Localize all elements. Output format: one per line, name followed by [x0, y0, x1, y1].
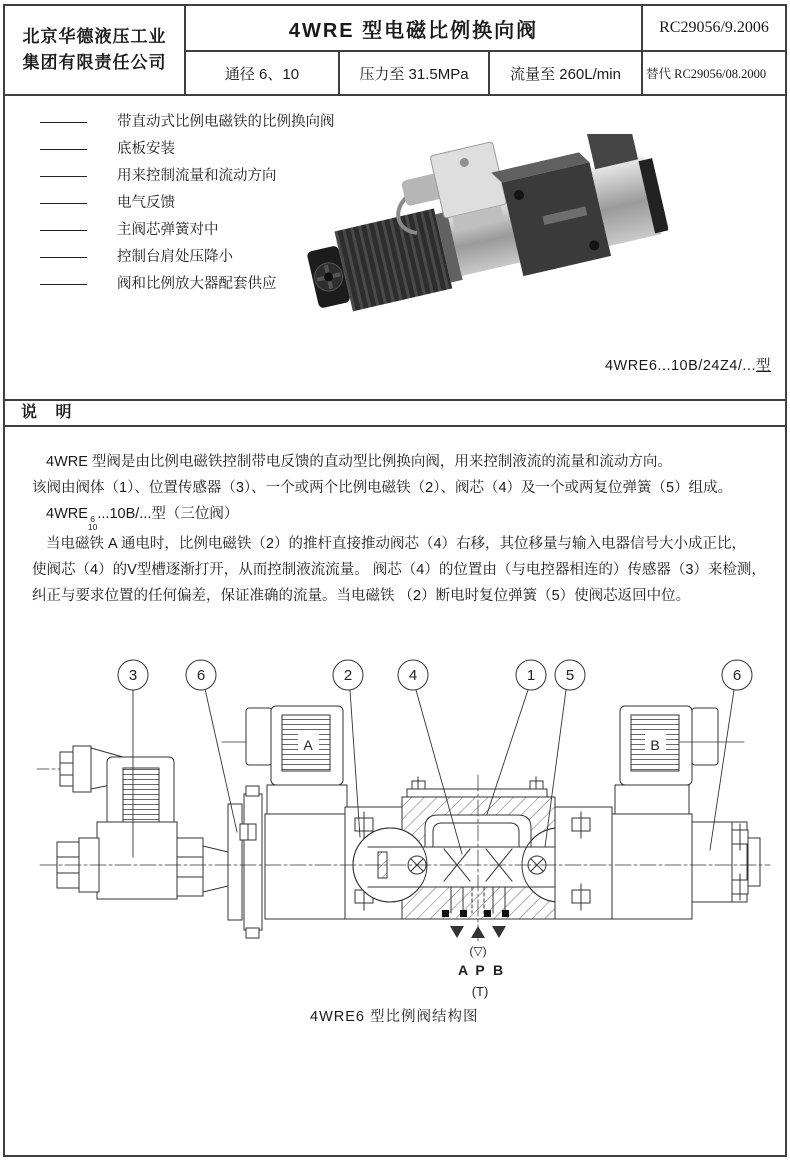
- document-title: 4WRE 型电磁比例换向阀: [186, 6, 641, 52]
- dash-bullet-icon: [40, 176, 87, 177]
- callout-6-left: 6: [196, 667, 206, 684]
- feature-text: 主阀芯弹簧对中: [117, 222, 219, 238]
- feature-text: 阀和比例放大器配套供应: [117, 276, 277, 292]
- dash-bullet-icon: [40, 203, 87, 204]
- header-middle: [186, 6, 641, 94]
- doc-number: RC29056/9.2006: [643, 6, 785, 52]
- structure-diagram: [32, 642, 777, 1002]
- company-line1: 北京华德液压工业: [22, 27, 167, 46]
- model-code: [605, 354, 771, 375]
- page-frame: [3, 4, 787, 1157]
- callout-balloons: [118, 660, 752, 690]
- callout-6-right: 6: [732, 667, 742, 684]
- section-header: [5, 399, 785, 427]
- dash-bullet-icon: [40, 284, 87, 285]
- feature-item: [5, 109, 705, 136]
- model-line-prefix: 4WRE: [46, 506, 88, 522]
- desc-line: 当电磁铁 A 通电时，比例电磁铁（2）的推杆直接推动阀芯（4）右移，其位移量与输入电器信号大小成正比，: [46, 536, 747, 552]
- dash-bullet-icon: [40, 230, 87, 231]
- tank-label: (T): [471, 984, 489, 999]
- feature-text: 控制台肩处压降小: [117, 249, 233, 265]
- callout-4: 4: [408, 667, 418, 684]
- figure-caption: 4WRE6 型比例阀结构图: [310, 1009, 479, 1025]
- dash-bullet-icon: [40, 257, 87, 258]
- spec-flow: 流量至 260L/min: [488, 52, 641, 94]
- end-cap: [692, 822, 760, 902]
- feature-text: 底板安装: [117, 141, 175, 157]
- position-sensor: [37, 746, 228, 899]
- desc-line: 4WRE 型阀是由比例电磁铁控制带电反馈的直动型比例换向阀，用来控制液流的流量和流动方向。: [46, 454, 672, 470]
- dash-bullet-icon: [40, 149, 87, 150]
- dash-bullet-icon: [40, 122, 87, 123]
- feature-text: 带直动式比例电磁铁的比例换向阀: [117, 114, 335, 130]
- callout-1: 1: [526, 667, 536, 684]
- callout-3: 3: [128, 667, 138, 684]
- desc-line: 使阀芯（4）的V型槽逐渐打开，从而控制液流流量。 阀芯（4）的位置由（与电控器相连的）传感器（3）来检测，: [32, 562, 766, 578]
- feature-text: 用来控制流量和流动方向: [117, 168, 277, 184]
- section-title: 说 明: [21, 404, 79, 421]
- company-line2: 集团有限责任公司: [22, 53, 167, 72]
- description-text: [32, 449, 766, 609]
- model-line-rest: ...10B/...型（三位阀）: [97, 506, 239, 522]
- feature-text: 电气反馈: [117, 195, 175, 211]
- port-a-label: A: [457, 962, 469, 978]
- model-code-suffix: 型: [756, 358, 771, 374]
- connector-a-label: A: [303, 737, 313, 753]
- desc-line: 该阀由阀体（1）、位置传感器（3）、一个或两个比例电磁铁（2）、阀芯（4）及一个或两复位弹簧（5）组成。: [32, 480, 733, 496]
- mounting-plates: [228, 786, 262, 938]
- supersedes-note: 替代 RC29056/08.2000: [646, 67, 767, 81]
- port-labels: [458, 944, 503, 999]
- model-line-fraction: 6 10: [87, 514, 98, 532]
- connector-b-label: B: [650, 737, 660, 753]
- port-p-label: P: [475, 962, 485, 978]
- overflow-symbol: (▽): [469, 944, 487, 958]
- port-b-label: B: [492, 962, 504, 978]
- spec-pressure: 压力至 31.5MPa: [338, 52, 488, 94]
- desc-line: 纠正与要求位置的任何偏差，保证准确的流量。当电磁铁 （2）断电时复位弹簧（5）使阀芯返回中位。: [32, 588, 691, 604]
- header-table: [5, 6, 785, 96]
- callout-2: 2: [343, 667, 353, 684]
- header-right: [641, 6, 785, 94]
- spec-row: [186, 52, 641, 94]
- model-code-prefix: 4WRE6...10B/24Z4/...: [604, 358, 756, 374]
- right-flange: [555, 807, 612, 919]
- company-name: [5, 6, 186, 94]
- desc-model-line: [32, 501, 762, 531]
- valve-assembly-drawing: [37, 660, 770, 999]
- product-photo: [300, 134, 668, 340]
- spec-diameter: 通径 6、10: [224, 65, 300, 83]
- callout-5: 5: [565, 667, 575, 684]
